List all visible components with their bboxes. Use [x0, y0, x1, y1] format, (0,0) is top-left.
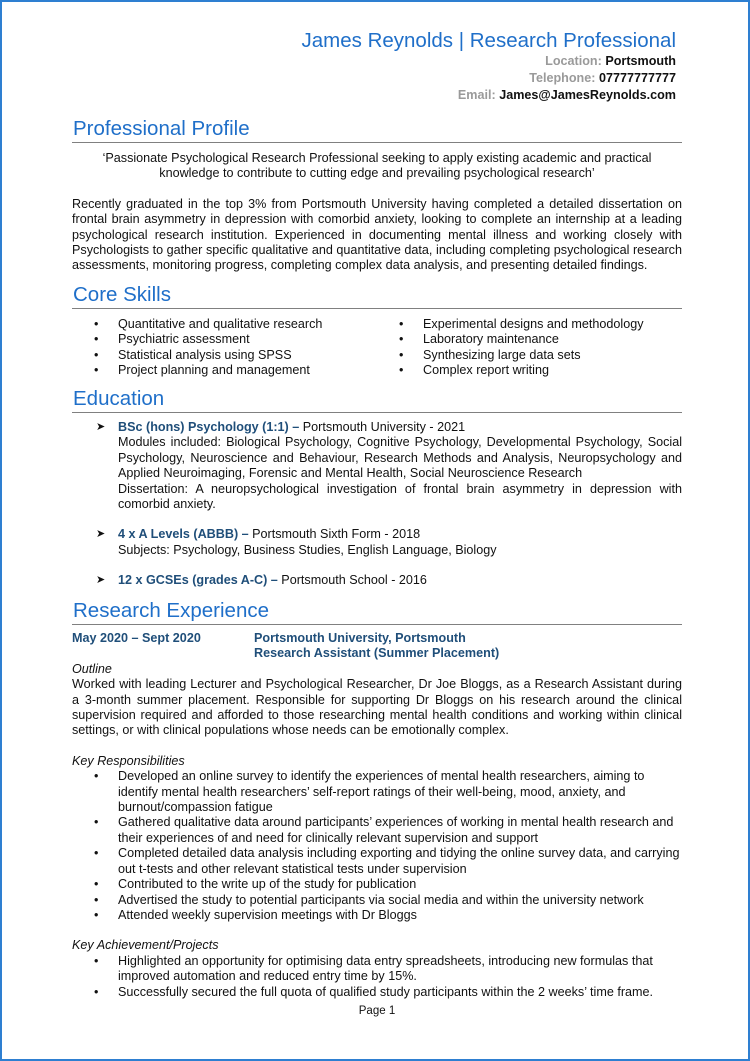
education-item	[72, 527, 682, 558]
achievement-item: • Successfully secured the full quota of qualified study participants within the 2 weeks’ time frame.	[72, 985, 682, 1000]
education-item	[72, 573, 682, 588]
location-line	[302, 53, 677, 70]
skill-item: • Project planning and management	[72, 363, 377, 378]
arrow-bullet-icon: ➤	[96, 421, 106, 433]
profile-section	[72, 116, 682, 274]
email-line	[302, 87, 677, 104]
profile-summary: Recently graduated in the top 3% from Portsmouth University having completed a detailed dissertation on frontal brain asymmetry in depression with comorbid anxiety, looking to complete an internship at a leading psychological research institution. Experienced in documenting mental illness and working closely with Psychologists to gather specific qualitative and quantitative data, including completing psychological research assessments, monitoring progress, completing complex data analysis, and presenting detailed findings.	[72, 196, 682, 273]
skills-columns	[72, 317, 682, 379]
profile-heading: Professional Profile	[72, 116, 682, 143]
arrow-bullet-icon: ➤	[96, 528, 106, 541]
responsibility-item: • Developed an online survey to identify the experiences of mental health researchers, aiming to identify mental health researchers’ self-report ratings of their well-being, mood, anxiety, and burnout/compassion fatigue	[72, 769, 682, 815]
responsibility-item: • Gathered qualitative data around participants’ experiences of working in mental health research and their experiences of and need for clinically relevant supervision and support	[72, 815, 682, 846]
telephone-value: 07777777777	[598, 71, 676, 85]
experience-heading: Research Experience	[72, 598, 682, 625]
arrow-bullet-icon: ➤	[96, 574, 106, 587]
job-role: Research Assistant (Summer Placement)	[254, 646, 500, 661]
education-section	[72, 386, 682, 589]
experience-section	[72, 598, 682, 1000]
education-degree: 4 x A Levels (ABBB) –	[118, 527, 249, 542]
education-dissertation: Dissertation: A neuropsychological investigation of frontal brain asymmetry in depression with comorbid anxiety.	[118, 481, 682, 512]
education-school: Portsmouth Sixth Form - 2018	[248, 527, 421, 542]
responsibility-item: • Advertised the study to potential participants via social media and within the university network	[72, 893, 682, 908]
skill-item: • Complex report writing	[377, 363, 682, 378]
location-value: Portsmouth	[605, 54, 676, 68]
job-header	[72, 631, 682, 662]
email-value: James@JamesReynolds.com	[499, 88, 676, 102]
email-label: Email:	[457, 88, 496, 102]
responsibility-item: • Contributed to the write up of the study for publication	[72, 877, 682, 892]
skill-item: • Statistical analysis using SPSS	[72, 348, 377, 363]
job-details	[254, 631, 499, 662]
job-dates: May 2020 – Sept 2020	[72, 631, 201, 645]
page-number: Page 1	[358, 1005, 396, 1017]
responsibility-item: • Completed detailed data analysis including exporting and tidying the online survey data, and carrying out t-tests and other relevant statistical tests under supervision	[72, 846, 682, 877]
skill-item: • Laboratory maintenance	[377, 332, 682, 347]
location-label: Location:	[545, 54, 602, 68]
achievements-list	[72, 954, 682, 1000]
education-modules: Modules included: Biological Psychology, Cognitive Psychology, Developmental Psychology, Social Psychology, Neuroscience and Behaviour, Research Methods and Analysis, Neuropsychology and Applied Neuroimaging, Forensic and Mental Health, Social Neuroscience Research	[118, 435, 682, 481]
responsibility-item: • Attended weekly supervision meetings with Dr Bloggs	[72, 908, 682, 923]
education-degree: BSc (hons) Psychology (1:1) –	[118, 420, 300, 434]
achievements-label: Key Achievement/Projects	[72, 938, 219, 953]
education-school: Portsmouth School - 2016	[277, 573, 427, 588]
skill-item: • Psychiatric assessment	[72, 332, 377, 347]
education-subjects: Subjects: Psychology, Business Studies, English Language, Biology	[118, 542, 497, 557]
education-heading: Education	[72, 386, 682, 413]
skills-heading: Core Skills	[72, 282, 682, 309]
telephone-line	[302, 70, 677, 87]
skill-item: • Experimental designs and methodology	[377, 317, 682, 332]
responsibilities-label: Key Responsibilities	[72, 753, 185, 768]
achievement-item: • Highlighted an opportunity for optimising data entry spreadsheets, introducing new formulas that improved automation and reduced entry time by 15%.	[72, 954, 682, 985]
resume-header	[302, 29, 677, 104]
skills-left-list	[72, 317, 377, 379]
job-employer: Portsmouth University, Portsmouth	[254, 631, 466, 645]
candidate-name: James Reynolds | Research Professional	[301, 29, 676, 52]
outline-text: Worked with leading Lecturer and Psychological Researcher, Dr Joe Bloggs, as a Research Assistant during a 3-month summer placement. Responsible for supporting Dr Bloggs on his research around the clinical supervision required and afforded to those researching mental health conditions and working within clinical settings, or with clinical populations whose needs can be emotionally complex.	[72, 677, 682, 738]
telephone-label: Telephone:	[529, 71, 596, 85]
education-school: Portsmouth University - 2021	[299, 420, 466, 434]
education-item	[72, 420, 682, 512]
skill-item: • Quantitative and qualitative research	[72, 317, 377, 332]
education-degree: 12 x GCSEs (grades A-C) –	[118, 573, 278, 588]
profile-quote: ‘Passionate Psychological Research Professional seeking to apply existing academic and practical knowledge to contribute to cutting edge and prevailing psychological research’	[102, 151, 652, 181]
skills-section	[72, 282, 682, 379]
outline-label: Outline	[72, 661, 112, 676]
responsibilities-list	[72, 769, 682, 923]
skills-right-list	[377, 317, 682, 379]
skill-item: • Synthesizing large data sets	[377, 348, 682, 363]
